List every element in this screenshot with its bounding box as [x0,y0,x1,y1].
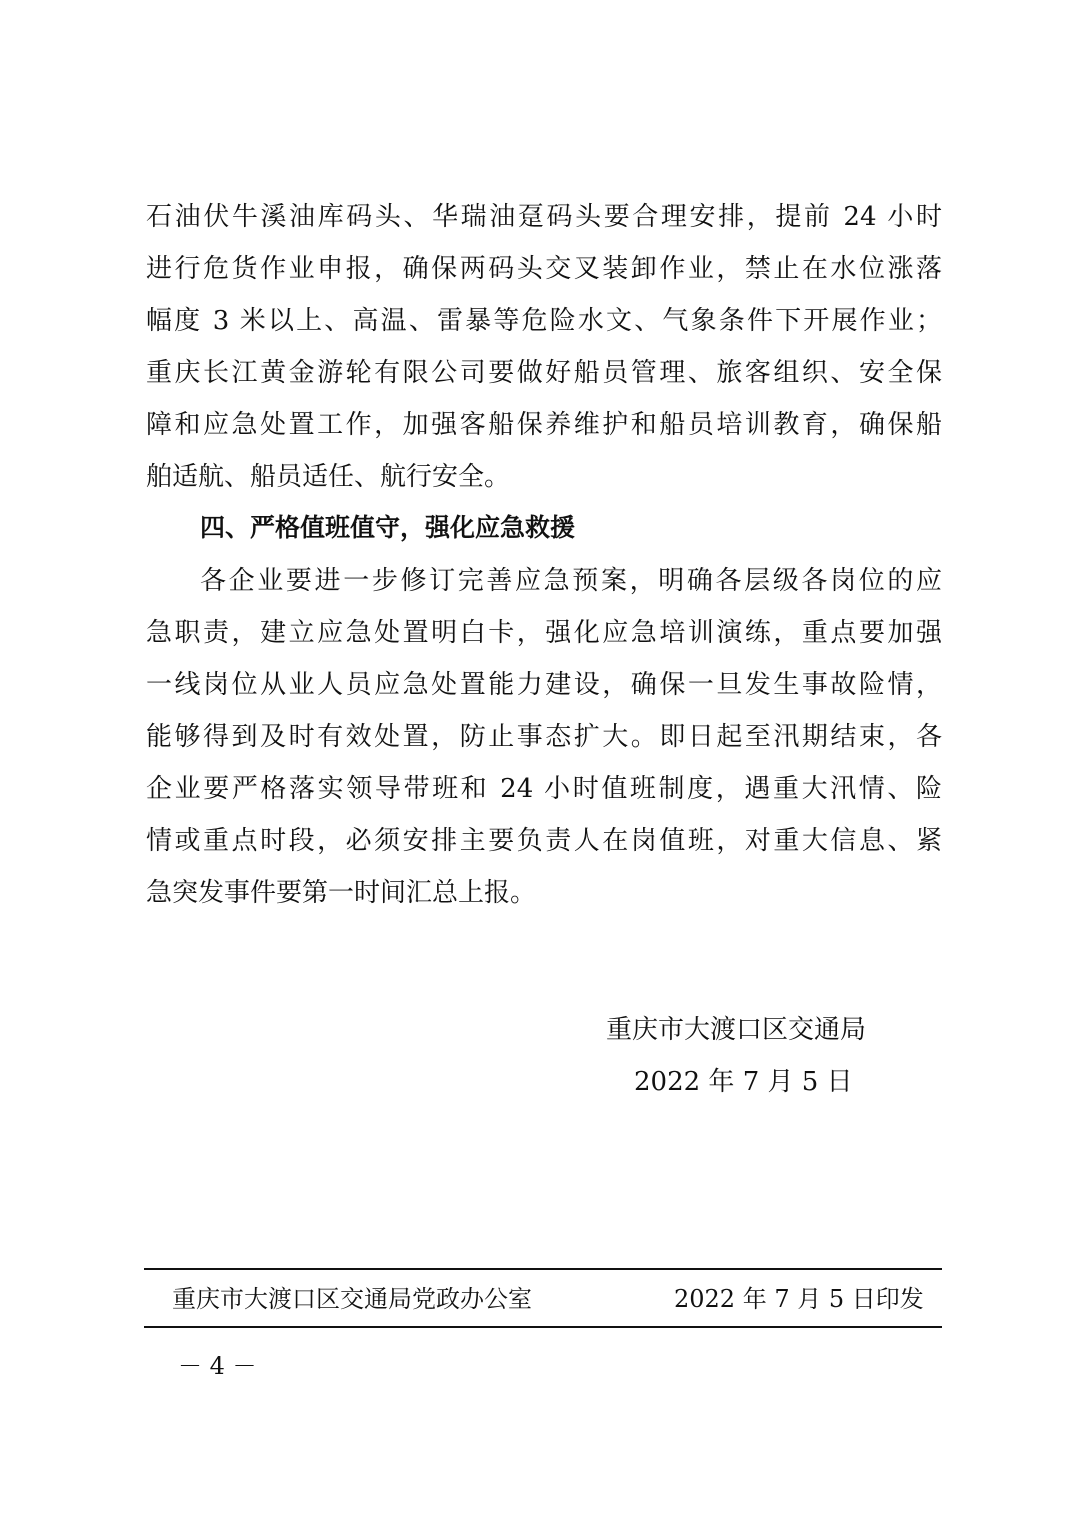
body-line: 石油伏牛溪油库码头、华瑞油趸码头要合理安排，提前 24 小时 [146,202,942,232]
footer-top-rule [144,1268,942,1270]
footer-issue-date: 2022 年 7 月 5 日印发 [674,1285,924,1313]
section-line: 能够得到及时有效处置，防止事态扩大。即日起至汛期结束，各 [146,722,942,752]
section-line: 急职责，建立应急处置明白卡，强化应急培训演练，重点要加强 [146,618,942,648]
section-heading: 四、严格值班值守，强化应急救援 [200,513,576,542]
footer-issuer: 重庆市大渡口区交通局党政办公室 [172,1285,532,1313]
section-line: 情或重点时段，必须安排主要负责人在岗值班，对重大信息、紧 [146,826,942,856]
body-line: 障和应急处置工作，加强客船保养维护和船员培训教育，确保船 [146,410,942,440]
body-line: 舶适航、船员适任、航行安全。 [146,462,511,492]
signature-date: 2022 年 7 月 5 日 [634,1067,853,1097]
page-number: － 4 － [178,1352,257,1380]
body-line: 进行危货作业申报，确保两码头交叉装卸作业，禁止在水位涨落 [146,254,942,284]
body-line: 重庆长江黄金游轮有限公司要做好船员管理、旅客组织、安全保 [146,358,942,388]
footer-bottom-rule [144,1326,942,1328]
section-line: 一线岗位从业人员应急处置能力建设，确保一旦发生事故险情， [146,670,942,700]
section-line: 急突发事件要第一时间汇总上报。 [146,878,537,908]
body-line: 幅度 3 米以上、高温、雷暴等危险水文、气象条件下开展作业； [146,306,942,336]
section-line: 企业要严格落实领导带班和 24 小时值班制度，遇重大汛情、险 [146,774,942,804]
section-line: 各企业要进一步修订完善应急预案，明确各层级各岗位的应 [200,566,942,596]
signature-organization: 重庆市大渡口区交通局 [606,1015,867,1045]
